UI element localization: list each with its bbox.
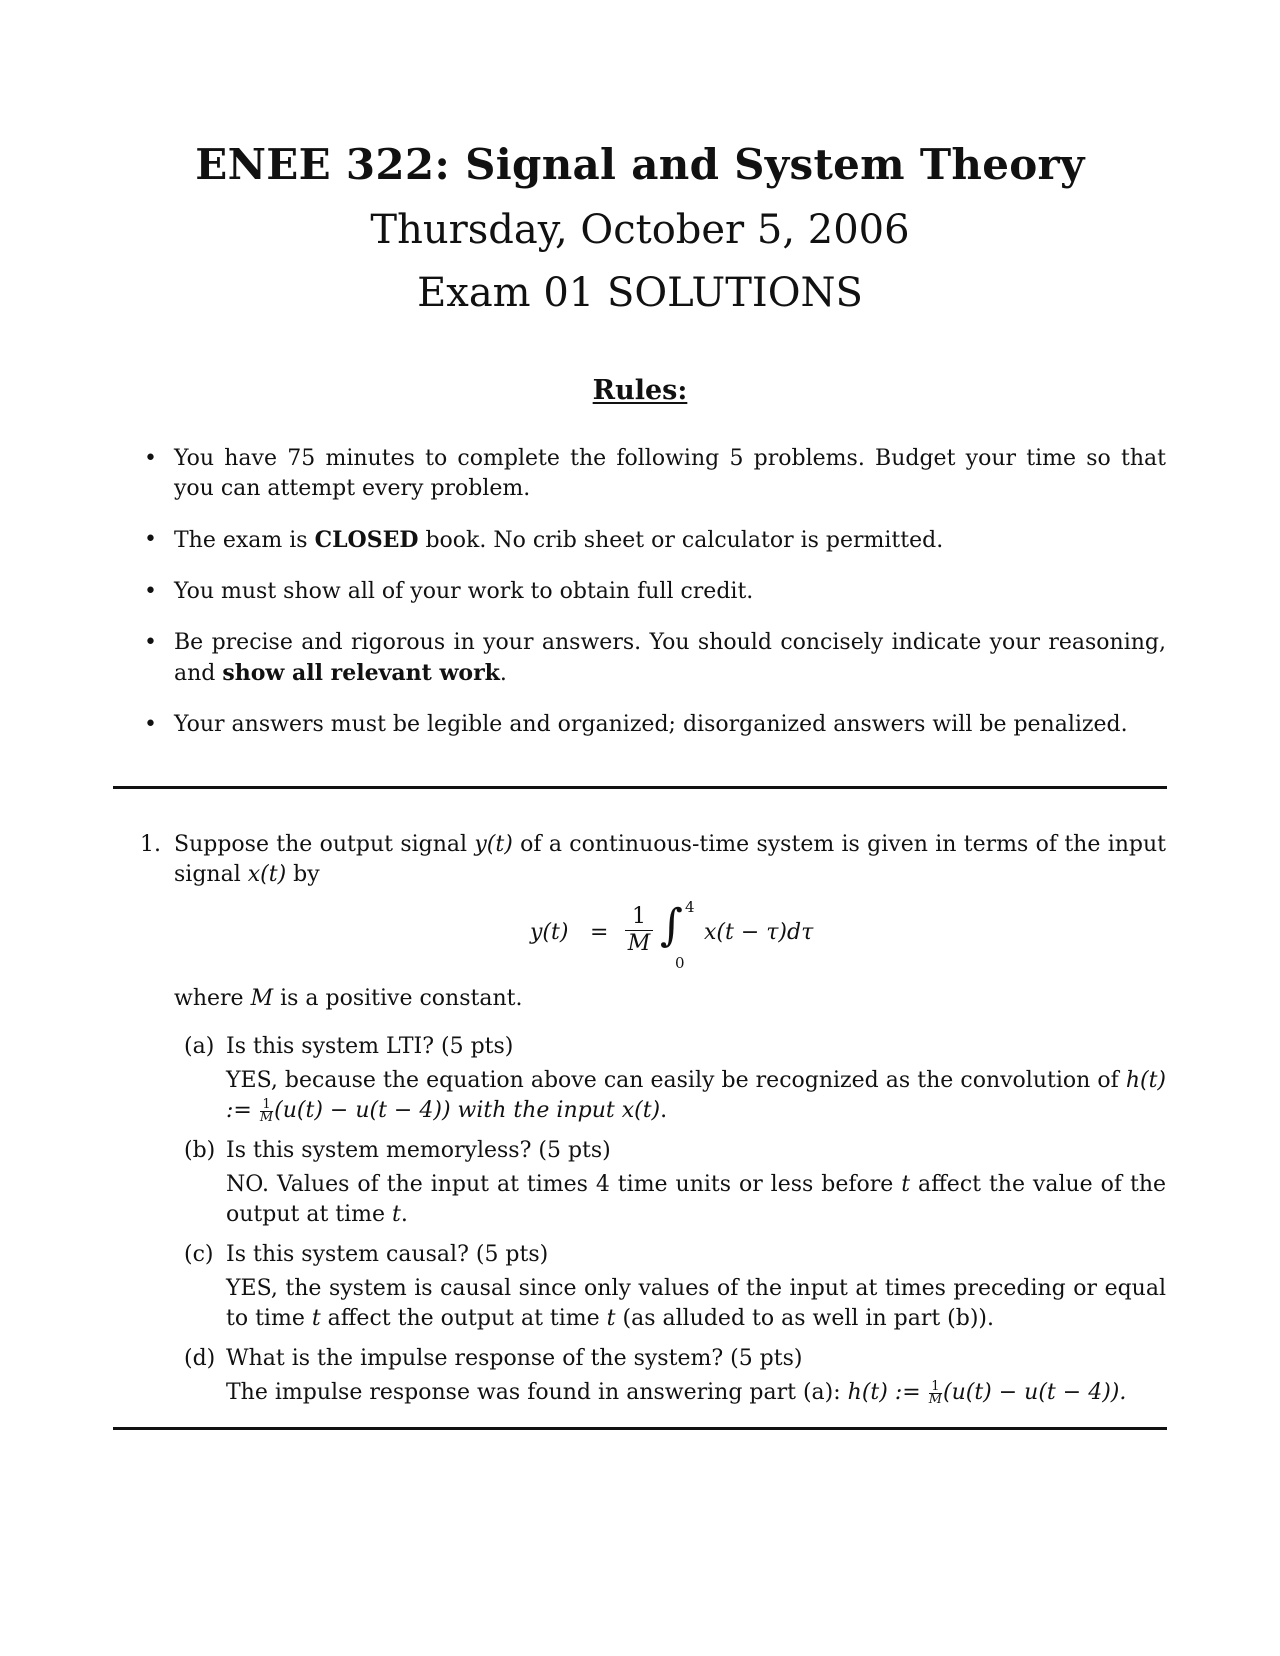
divider-bottom <box>113 1427 1167 1430</box>
rule-text-pre: The exam is <box>174 528 315 553</box>
intro-text: Suppose the output signal <box>174 832 475 857</box>
rule-item <box>144 525 1166 556</box>
answer-math: h(t) := <box>226 1068 1166 1123</box>
answer-math: (u(t) − u(t − 4)). <box>943 1380 1127 1405</box>
bullet-icon: • <box>144 446 157 471</box>
exam-date: Thursday, October 5, 2006 <box>370 207 910 253</box>
rule-text-pre: Be precise and rigorous in your answers. You should concisely indicate your reasoning, and <box>174 630 1166 686</box>
inline-fraction-numerator: 1 <box>929 1381 942 1394</box>
part-c <box>174 1240 1166 1334</box>
bullet-icon: • <box>144 579 157 604</box>
rule-text-post: . <box>499 661 507 686</box>
answer-math: t <box>901 1172 911 1197</box>
answer-math: t <box>311 1306 321 1331</box>
answer-text: . <box>400 1202 408 1227</box>
rule-item <box>144 444 1166 504</box>
intro-math: y(t) <box>474 832 513 857</box>
rule-text-bold: show all relevant work <box>222 660 500 686</box>
rules-heading: Rules: <box>592 375 688 406</box>
rule-text: Your answers must be legible and organized; disorganized answers will be penalized. <box>174 712 1128 737</box>
part-answer <box>226 1170 1166 1230</box>
equation-equals: = <box>590 920 609 945</box>
inline-fraction-denominator: M <box>928 1391 942 1407</box>
problem-intro <box>174 830 1166 890</box>
answer-text: affect the value of the output at time <box>226 1172 1167 1227</box>
integrand: x(t − τ)dτ <box>704 920 814 945</box>
problem-parts <box>174 1032 1166 1408</box>
divider-top <box>113 786 1167 789</box>
integral-lower-limit: 0 <box>675 954 685 972</box>
inline-fraction <box>259 1096 274 1125</box>
part-a <box>174 1032 1166 1126</box>
part-answer <box>226 1066 1166 1126</box>
part-question: Is this system causal? (5 pts) <box>226 1242 549 1267</box>
note-text: is a positive constant. <box>273 986 523 1011</box>
answer-math: t <box>392 1202 401 1227</box>
part-label: (a) <box>184 1034 215 1059</box>
note-math: M <box>250 986 274 1011</box>
display-equation <box>140 896 1166 976</box>
answer-text: (as alluded to as well in part (b)). <box>615 1306 994 1331</box>
inline-fraction-denominator: M <box>259 1109 274 1125</box>
part-label: (c) <box>184 1242 214 1267</box>
rules-list <box>144 444 1166 761</box>
part-answer <box>226 1378 1166 1408</box>
bullet-icon: • <box>144 630 157 655</box>
answer-text: The impulse response was found in answering part (a): <box>226 1380 848 1405</box>
intro-text: by <box>286 862 320 887</box>
part-label: (d) <box>184 1346 216 1371</box>
answer-text: . <box>660 1098 668 1123</box>
part-answer <box>226 1274 1166 1334</box>
part-question: What is the impulse response of the system? (5 pts) <box>226 1346 803 1371</box>
rule-item <box>144 710 1166 740</box>
problem-1 <box>140 830 1166 1418</box>
fraction-numerator: 1 <box>625 904 653 931</box>
integral-upper-limit: 4 <box>685 898 695 916</box>
equation-lhs: y(t) <box>530 920 569 945</box>
answer-text: YES, because the equation above can easily be recognized as the convolution of <box>226 1068 1126 1093</box>
bullet-icon: • <box>144 527 157 552</box>
answer-math: t <box>606 1306 616 1331</box>
constant-note <box>174 984 1166 1014</box>
answer-math: x(t) <box>621 1098 661 1123</box>
rule-text: You have 75 minutes to complete the following 5 problems. Budget your time so that you can attempt every problem. <box>174 446 1166 501</box>
part-label: (b) <box>184 1138 216 1163</box>
rule-item <box>144 628 1166 689</box>
answer-text: affect the output at time <box>320 1306 607 1331</box>
answer-math: h(t) := <box>847 1380 921 1405</box>
equation-fraction <box>625 904 653 957</box>
problem-number: 1. <box>140 832 161 857</box>
inline-fraction-numerator: 1 <box>260 1099 273 1112</box>
rule-text-post: book. No crib sheet or calculator is permitted. <box>418 528 944 553</box>
exam-name: Exam 01 SOLUTIONS <box>417 270 863 316</box>
integral-sign: ∫ <box>660 900 683 951</box>
course-title: ENEE 322: Signal and System Theory <box>195 140 1085 189</box>
part-question: Is this system LTI? (5 pts) <box>226 1034 514 1059</box>
answer-text: NO. Values of the input at times 4 time units or less before <box>226 1172 902 1197</box>
fraction-denominator: M <box>627 931 651 956</box>
intro-text: of a continuous-time system is given in terms of the input signal <box>174 832 1166 887</box>
bullet-icon: • <box>144 712 157 737</box>
answer-math: (u(t) − u(t − 4)) with the input <box>274 1098 622 1123</box>
answer-text: YES, the system is causal since only values of the input at times preceding or equal to time <box>226 1276 1166 1331</box>
inline-fraction <box>928 1378 942 1407</box>
rule-item <box>144 577 1166 607</box>
part-question: Is this system memoryless? (5 pts) <box>226 1138 611 1163</box>
note-text: where <box>174 986 251 1011</box>
part-b <box>174 1136 1166 1230</box>
rule-text: You must show all of your work to obtain full credit. <box>174 579 754 604</box>
rule-text-bold: CLOSED <box>314 527 419 553</box>
intro-math: x(t) <box>247 862 287 887</box>
part-d <box>174 1344 1166 1408</box>
